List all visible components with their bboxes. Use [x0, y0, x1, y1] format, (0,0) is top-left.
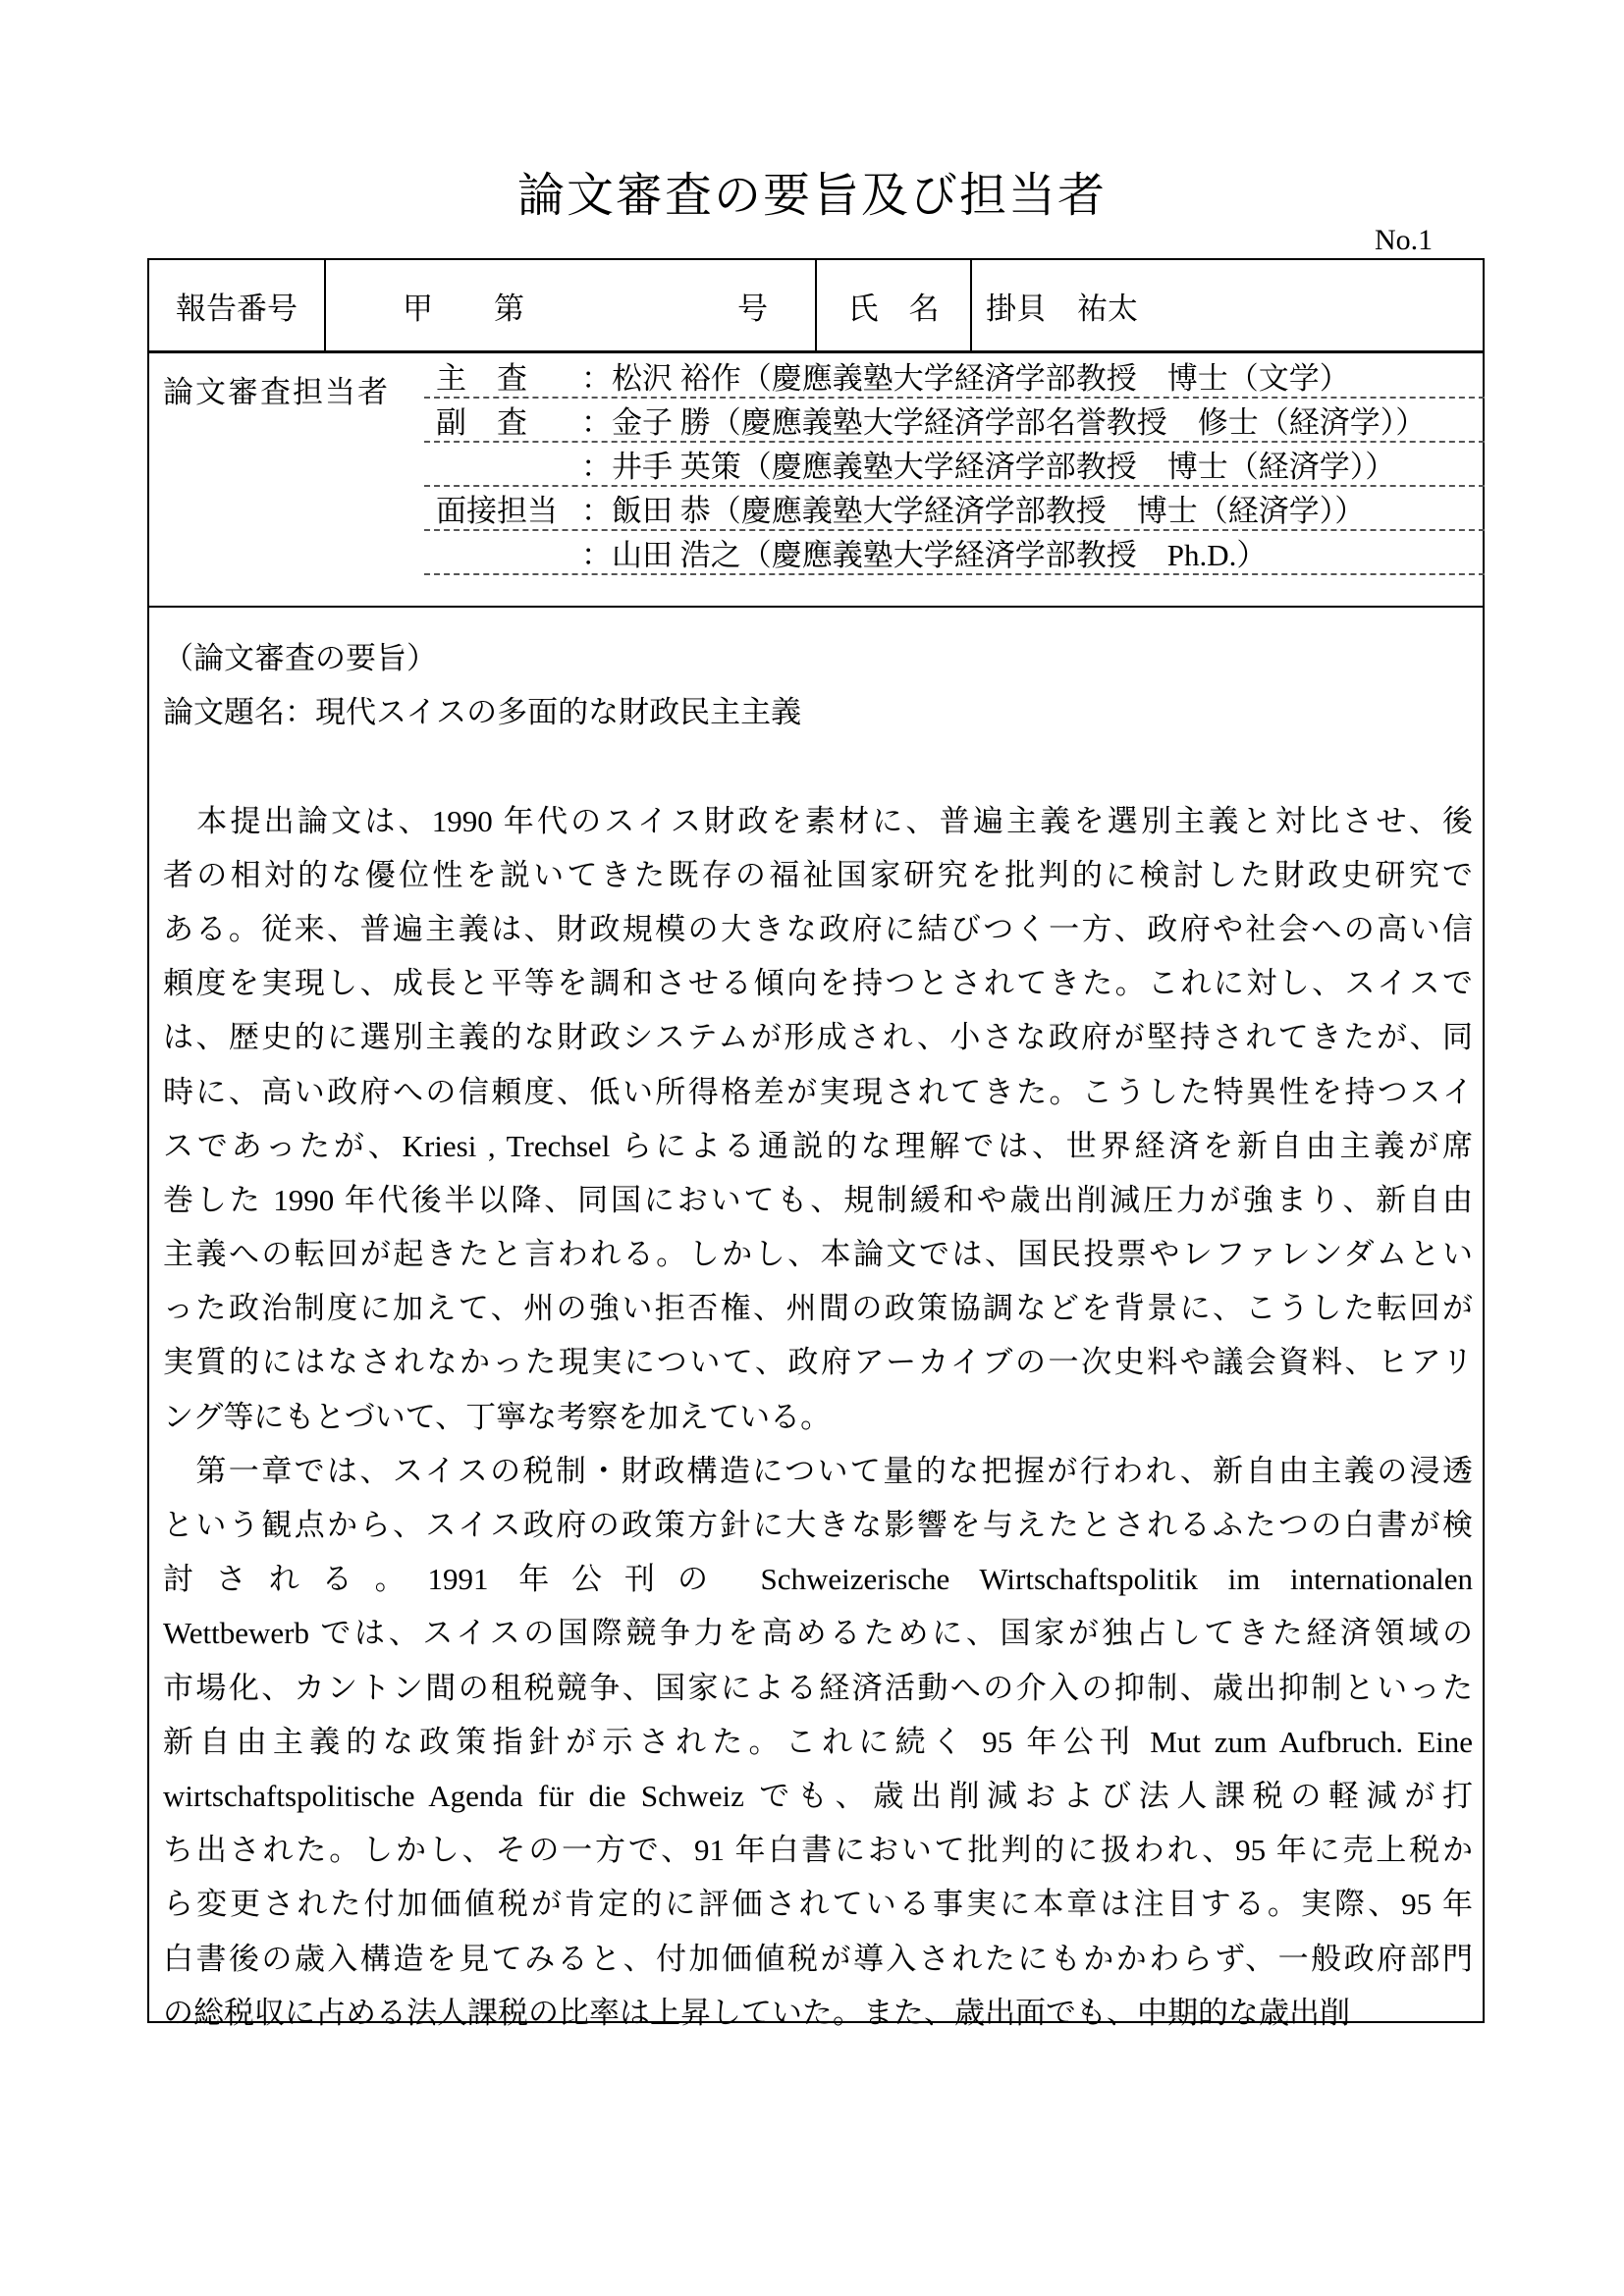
summary-line: ち出された。しかし、その一方で、91 年白書において批判的に扱われ、95 年に売上税か — [163, 1833, 1473, 1868]
summary-line: 頼度を実現し、成長と平等を調和させる傾向を持つとされてきた。これに対し、スイスで — [163, 966, 1473, 1001]
report-number-label: 報告番号 — [176, 291, 298, 326]
summary-line: 第一章では、スイスの税制・財政構造について量的な把握が行われ、新自由主義の浸透 — [163, 1453, 1473, 1488]
summary-line: 市場化、カントン間の租税競争、国家による経済活動への介入の抑制、歳出抑制といった — [163, 1670, 1473, 1705]
summary-body — [163, 794, 1473, 2040]
member-entry: ：松沢 裕作（慶應義塾大学経済学部教授 博士（文学） — [581, 361, 1350, 396]
summary-line: 白書後の歳入構造を見てみると、付加価値税が導入されたにもかかわらず、一般政府部門 — [163, 1941, 1474, 1976]
name-value: 掛貝 祐太 — [970, 260, 1485, 350]
summary-line: った政治制度に加えて、州の強い拒否権、州間の政策協調などを背景に、こうした転回が — [163, 1291, 1473, 1326]
summary-line: 本提出論文は、1990 年代のスイス財政を素材に、普遍主義を選別主義と対比させ、後 — [163, 803, 1473, 838]
name-label: 氏 名 — [815, 260, 970, 350]
member-entry: ：金子 勝（慶應義塾大学経済学部名誉教授 修士（経済学）） — [581, 405, 1427, 440]
summary-line: ら変更された付加価値税が肯定的に評価されている事実に本章は注目する。実際、95 年 — [163, 1887, 1473, 1922]
committee-member — [424, 398, 1485, 443]
report-header-row — [149, 260, 1483, 353]
summary-line: 討される。1991 年公刊の Schweizerische Wirtschaftspolitik im internationalen — [163, 1562, 1473, 1597]
member-role: 主 査 — [436, 361, 527, 396]
document-title: 論文審査の要旨及び担当者 — [516, 170, 1107, 222]
review-form-table — [147, 258, 1485, 2030]
summary-line: 実質的にはなされなかった現実について、政府アーカイブの一次史料や議会資料、ヒアリ — [163, 1345, 1473, 1380]
summary-line: スであったが、Kriesi , Trechsel らによる通説的な理解では、世界経済を新自由主義が席 — [163, 1128, 1473, 1163]
committee-label: 論文審査担当者 — [163, 375, 390, 409]
thesis-title: 論文題名：現代スイスの多面的な財政民主主義 — [163, 695, 802, 730]
blank-line — [163, 739, 1473, 793]
summary-line: ある。従来、普遍主義は、財政規模の大きな政府に結びつく一方、政府や社会への高い信 — [163, 911, 1473, 946]
summary-line: wirtschaftspolitische Agenda für die Schweiz でも、歳出削減および法人課税の軽減が打 — [163, 1778, 1473, 1813]
page-number: No.1 — [1375, 224, 1434, 256]
member-entry: ：山田 浩之（慶應義塾大学経済学部教授 Ph.D.） — [581, 538, 1268, 572]
member-role: 面接担当 — [436, 494, 558, 528]
summary-line: 新自由主義的な政策指針が示された。これに続く 95 年公刊 Mut zum Aufbruch. Eine — [163, 1724, 1473, 1759]
committee-member — [424, 530, 1485, 575]
report-number-value: 甲 第 号 — [324, 260, 815, 350]
member-entry: ：飯田 恭（慶應義塾大学経済学部教授 博士（経済学）） — [581, 494, 1366, 528]
review-summary — [163, 631, 1473, 2040]
summary-line: ング等にもとづいて、丁寧な考察を加えている。 — [163, 1399, 832, 1434]
committee-member — [424, 353, 1485, 399]
summary-line: は、歴史的に選別主義的な財政システムが形成され、小さな政府が堅持されてきたが、同 — [163, 1020, 1473, 1055]
committee-member — [424, 442, 1485, 487]
summary-line: の総税収に占める法人課税の比率は上昇していた。また、歳出面でも、中期的な歳出削 — [163, 1995, 1350, 2030]
summary-line: 者の相対的な優位性を説いてきた既存の福祉国家研究を批判的に検討した財政史研究で — [163, 857, 1473, 892]
committee-member — [424, 486, 1485, 531]
summary-line: という観点から、スイス政府の政策方針に大きな影響を与えたとされるふたつの白書が検 — [163, 1508, 1473, 1542]
member-role: 副 査 — [436, 405, 527, 440]
summary-line: Wettbewerb では、スイスの国際競争力を高めるために、国家が独占してきた経済領域の — [163, 1616, 1473, 1651]
summary-line: 主義への転回が起きたと言われる。しかし、本論文では、国民投票やレファレンダムとい — [163, 1237, 1473, 1272]
summary-line: 巻した 1990 年代後半以降、同国においても、規制緩和や歳出削減圧力が強まり、新自由 — [163, 1182, 1473, 1217]
summary-heading: （論文審査の要旨） — [163, 641, 437, 675]
committee-section — [149, 353, 1483, 608]
member-entry: ：井手 英策（慶應義塾大学経済学部教授 博士（経済学）） — [581, 450, 1396, 484]
summary-line: 時に、高い政府への信頼度、低い所得格差が実現されてきた。こうした特異性を持つスイ — [163, 1074, 1473, 1109]
